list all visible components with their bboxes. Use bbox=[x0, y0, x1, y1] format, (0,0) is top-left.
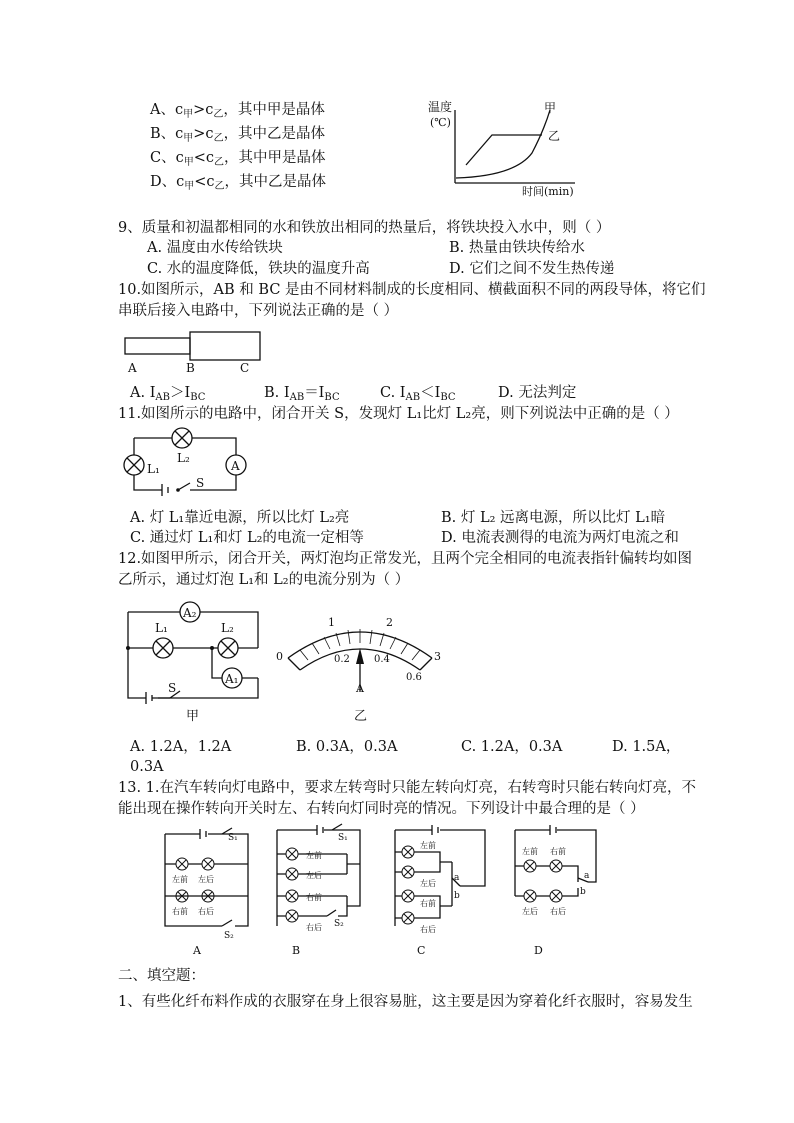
svg-text:S₂: S₂ bbox=[334, 919, 344, 929]
svg-text:(℃): (℃) bbox=[430, 116, 451, 129]
svg-text:左后: 左后 bbox=[198, 875, 214, 884]
svg-text:A: A bbox=[231, 459, 240, 473]
svg-text:S: S bbox=[196, 476, 205, 490]
svg-text:左前: 左前 bbox=[522, 847, 538, 856]
q13-stem-2: 能出现在操作转向开关时左、右转向灯同时亮的情况。下列设计中最合理的是（ ） bbox=[118, 801, 645, 817]
svg-text:S: S bbox=[168, 681, 177, 695]
svg-text:L₁: L₁ bbox=[147, 462, 160, 476]
svg-text:S₁: S₁ bbox=[228, 833, 238, 843]
svg-text:L₂: L₂ bbox=[221, 621, 234, 635]
svg-text:L₁: L₁ bbox=[155, 621, 168, 635]
svg-text:右后: 右后 bbox=[550, 907, 566, 916]
svg-text:A₂: A₂ bbox=[183, 606, 197, 620]
svg-text:C: C bbox=[417, 944, 426, 957]
svg-text:b: b bbox=[580, 887, 586, 897]
temperature-time-graph bbox=[420, 98, 590, 198]
svg-text:0.2: 0.2 bbox=[334, 654, 350, 665]
svg-text:甲: 甲 bbox=[186, 709, 200, 724]
svg-text:A: A bbox=[356, 682, 364, 695]
svg-text:右后: 右后 bbox=[420, 925, 436, 934]
svg-text:B: B bbox=[186, 361, 195, 375]
q9-option-d: D. 它们之间不发生热传递 bbox=[449, 261, 615, 277]
svg-text:S₁: S₁ bbox=[338, 833, 348, 843]
q8-option-d: D、$c_甲<c_乙$，其中乙是晶体 bbox=[150, 174, 327, 192]
svg-text:右后: 右后 bbox=[198, 907, 214, 916]
q10-option-a: A. $I_{AB}>I_{BC}$ bbox=[130, 385, 206, 403]
q9-option-c: C. 水的温度降低，铁块的温度升高 bbox=[147, 261, 370, 277]
q10-option-d: D. 无法判定 bbox=[498, 385, 577, 401]
q10-option-c: C. $I_{AB}<I_{BC}$ bbox=[380, 385, 456, 403]
conductor-figure bbox=[120, 330, 270, 375]
q13-circuit-c bbox=[390, 826, 490, 956]
svg-text:C: C bbox=[240, 361, 250, 375]
q12-stem-2: 乙所示，通过灯泡 L₁和 L₂的电流分别为（ ） bbox=[118, 572, 410, 588]
svg-text:3: 3 bbox=[434, 650, 441, 663]
svg-text:A₁: A₁ bbox=[225, 672, 239, 686]
svg-text:左前: 左前 bbox=[306, 851, 322, 860]
q13-circuit-b bbox=[272, 826, 367, 956]
q13-circuit-a bbox=[160, 826, 250, 956]
q10-option-b: B. $I_{AB}=I_{BC}$ bbox=[264, 385, 340, 403]
q11-option-a: A. 灯 L₁靠近电源，所以比灯 L₂亮 bbox=[130, 510, 350, 526]
q8-option-a: A、$c_甲>c_乙$，其中甲是晶体 bbox=[150, 102, 325, 120]
svg-text:右前: 右前 bbox=[306, 893, 322, 902]
svg-text:0: 0 bbox=[276, 650, 283, 663]
q12-option-a: A. 1.2A，1.2A bbox=[130, 739, 232, 755]
q12-ammeter-dial bbox=[270, 608, 450, 728]
q12-option-d-cont: 0.3A bbox=[130, 759, 164, 775]
svg-text:L₂: L₂ bbox=[177, 451, 190, 465]
svg-text:0.6: 0.6 bbox=[406, 672, 422, 683]
svg-text:S₂: S₂ bbox=[224, 931, 234, 941]
svg-text:左后: 左后 bbox=[420, 879, 436, 888]
q11-option-d: D. 电流表测得的电流为两灯电流之和 bbox=[441, 530, 679, 546]
q9-stem: 9、质量和初温都相同的水和铁放出相同的热量后，将铁块投入水中，则（ ） bbox=[118, 220, 611, 236]
svg-text:左后: 左后 bbox=[306, 871, 322, 880]
svg-text:A: A bbox=[193, 944, 201, 957]
q11-stem: 11.如图所示的电路中，闭合开关 S，发现灯 L₁比灯 L₂亮，则下列说法中正确的是（ ） bbox=[118, 406, 679, 422]
svg-text:B: B bbox=[292, 944, 301, 957]
svg-text:右后: 右后 bbox=[306, 923, 322, 932]
q13-stem-1: 13. 1.在汽车转向灯电路中，要求左转弯时只能左转向灯亮，右转弯时只能右转向灯亮，不 bbox=[118, 780, 696, 796]
svg-text:左后: 左后 bbox=[522, 907, 538, 916]
svg-text:左前: 左前 bbox=[420, 841, 436, 850]
svg-text:a: a bbox=[584, 871, 590, 881]
section-title: 二、填空题： bbox=[118, 968, 205, 984]
q11-circuit bbox=[118, 428, 253, 500]
svg-text:温度: 温度 bbox=[428, 100, 453, 114]
q12-option-b: B. 0.3A，0.3A bbox=[296, 739, 398, 755]
svg-text:右前: 右前 bbox=[420, 899, 436, 908]
svg-text:乙: 乙 bbox=[354, 709, 368, 724]
svg-text:0.4: 0.4 bbox=[374, 654, 390, 665]
q12-option-d: D. 1.5A， bbox=[612, 739, 681, 755]
fill-q1: 1、有些化纤布料作成的衣服穿在身上很容易脏，这主要是因为穿着化纤衣服时，容易发生 bbox=[118, 994, 693, 1010]
svg-text:2: 2 bbox=[386, 616, 393, 629]
q10-stem-1: 10.如图所示，AB 和 BC 是由不同材料制成的长度相同、横截面积不同的两段导体，将它们 bbox=[118, 282, 706, 298]
q12-circuit-jia bbox=[118, 598, 268, 723]
q10-stem-2: 串联后接入电路中，下列说法正确的是（ ） bbox=[118, 303, 399, 319]
svg-text:A: A bbox=[128, 361, 137, 375]
svg-text:左前: 左前 bbox=[172, 875, 188, 884]
q8-option-b: B、$c_甲>c_乙$，其中乙是晶体 bbox=[150, 126, 326, 144]
svg-text:乙: 乙 bbox=[548, 129, 561, 143]
q12-option-c: C. 1.2A，0.3A bbox=[461, 739, 563, 755]
svg-text:时间(min): 时间(min) bbox=[522, 185, 574, 198]
svg-text:1: 1 bbox=[328, 616, 335, 629]
svg-text:甲: 甲 bbox=[544, 101, 557, 115]
svg-text:D: D bbox=[534, 944, 543, 957]
svg-text:b: b bbox=[454, 891, 460, 901]
svg-text:右前: 右前 bbox=[172, 907, 188, 916]
svg-text:a: a bbox=[454, 873, 460, 883]
svg-text:右前: 右前 bbox=[550, 847, 566, 856]
q9-option-a: A. 温度由水传给铁块 bbox=[147, 240, 283, 256]
q9-option-b: B. 热量由铁块传给水 bbox=[449, 240, 585, 256]
q8-option-c: C、$c_甲<c_乙$，其中甲是晶体 bbox=[150, 150, 326, 168]
q13-circuit-d bbox=[510, 826, 600, 956]
q12-stem-1: 12.如图甲所示，闭合开关，两灯泡均正常发光，且两个完全相同的电流表指针偏转均如图 bbox=[118, 551, 693, 567]
q11-option-c: C. 通过灯 L₁和灯 L₂的电流一定相等 bbox=[130, 530, 364, 546]
q11-option-b: B. 灯 L₂ 远离电源，所以比灯 L₁暗 bbox=[441, 510, 666, 526]
